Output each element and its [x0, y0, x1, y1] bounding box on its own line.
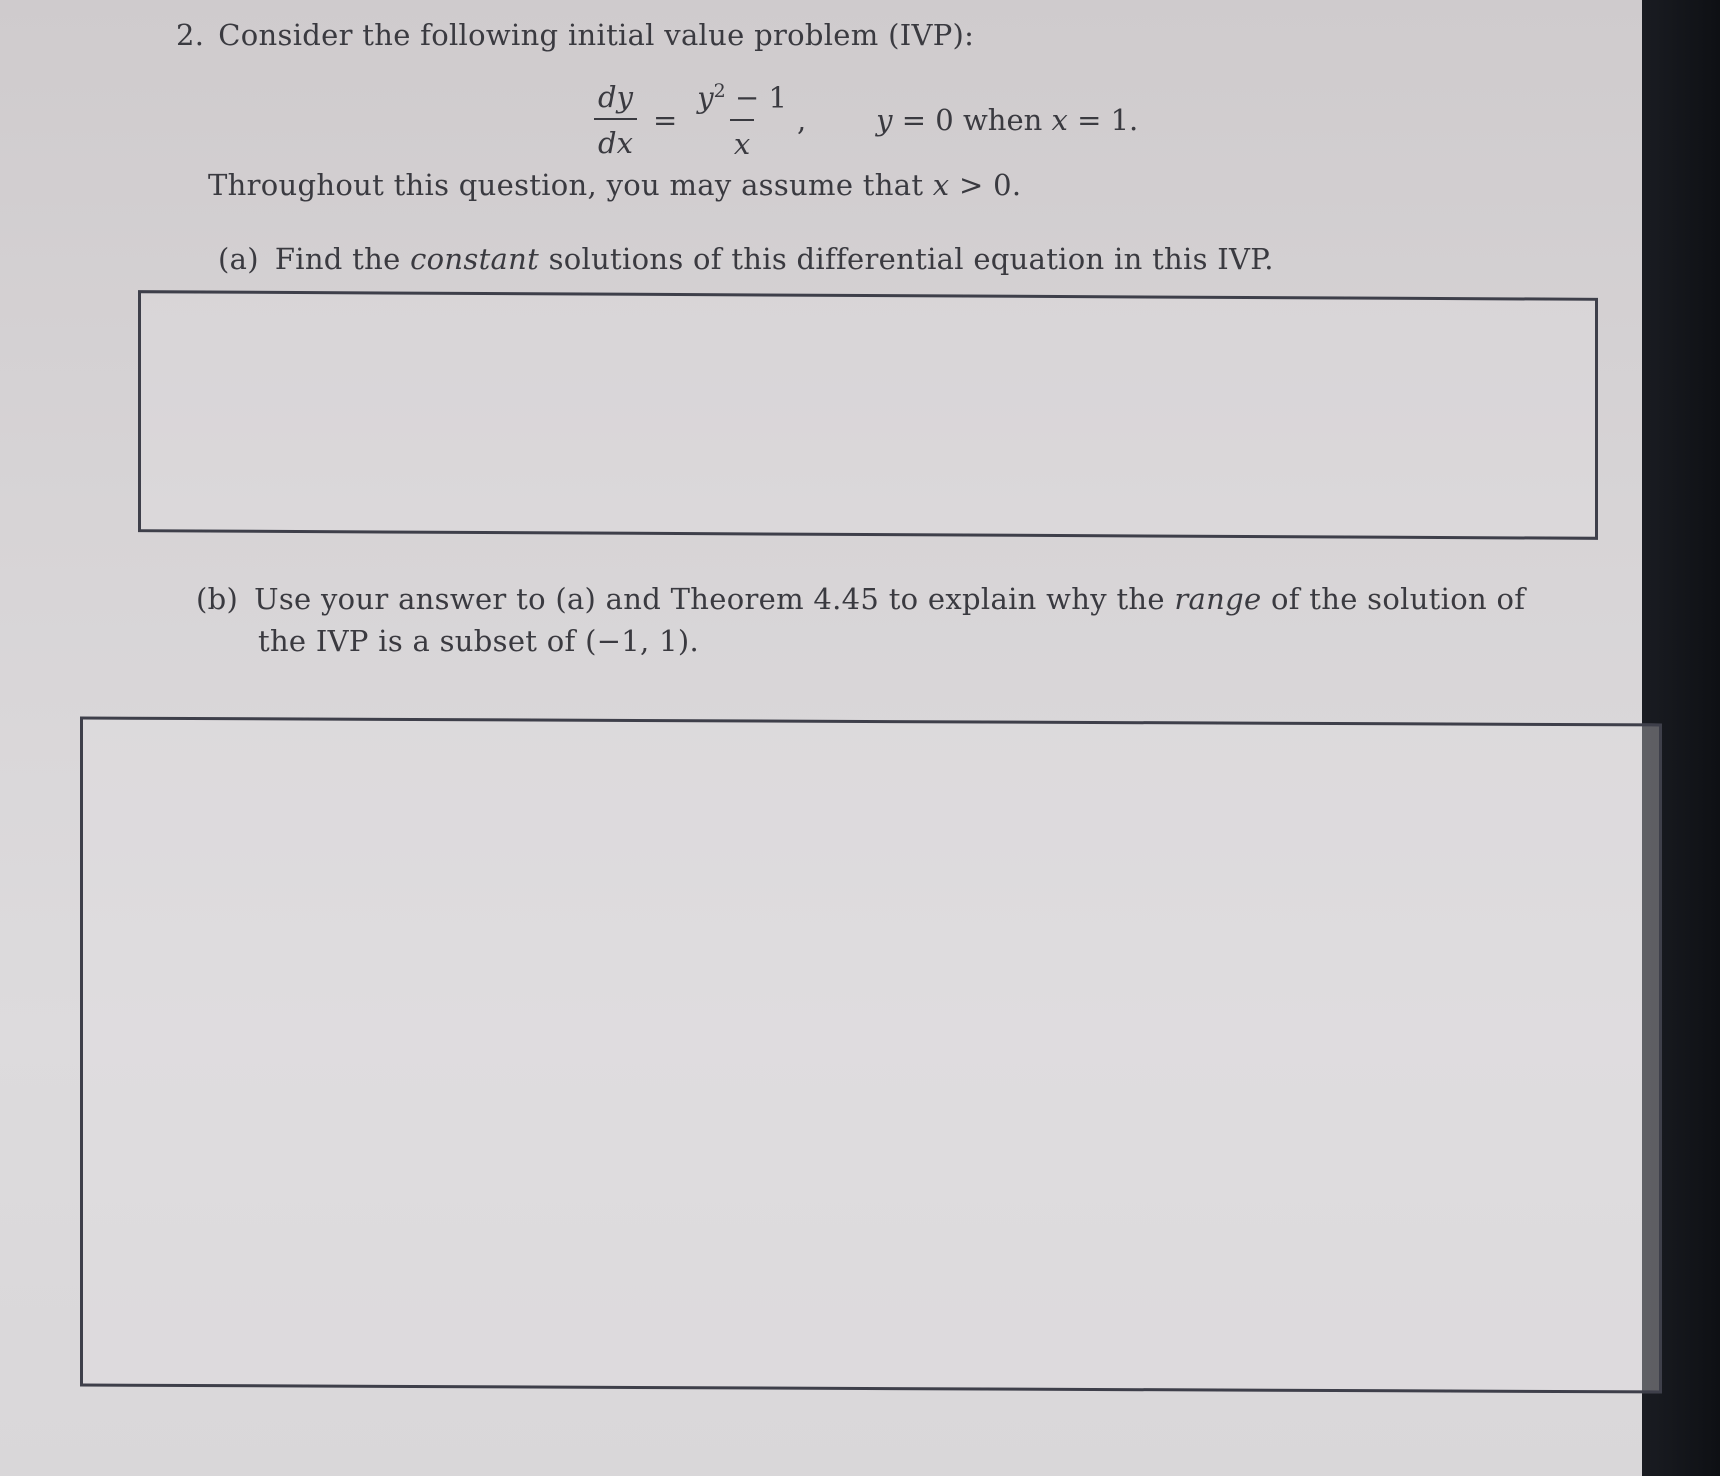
part-a-text-pre: Find the	[274, 242, 411, 276]
ivp-equation	[590, 80, 1138, 161]
ic-y-var: y	[876, 103, 893, 138]
rhs-numerator-exponent: 2	[713, 80, 726, 102]
equals-sign: =	[652, 103, 678, 138]
part-b-line1-em: range	[1174, 582, 1262, 616]
part-b-prompt-line1	[196, 582, 1525, 616]
rhs-denominator: x	[730, 119, 754, 161]
part-a-prompt	[218, 242, 1274, 276]
question-header	[176, 18, 974, 52]
part-b-label: (b)	[196, 582, 239, 616]
part-a-label: (a)	[218, 242, 259, 276]
ic-equals: = 0 when	[892, 103, 1052, 138]
answer-box-a[interactable]	[138, 290, 1598, 540]
ic-x-var: x	[1051, 103, 1068, 138]
rhs-numerator	[693, 80, 791, 119]
assumption-pre: Throughout this question, you may assume that	[208, 168, 933, 202]
lhs-denominator: dx	[594, 118, 637, 160]
ic-rest: = 1.	[1067, 103, 1139, 138]
question-intro: Consider the following initial value problem (IVP):	[218, 18, 975, 52]
equation-comma: ,	[796, 103, 807, 138]
assumption-var: x	[932, 168, 950, 202]
part-b-prompt-line2: the IVP is a subset of (−1, 1).	[258, 624, 699, 658]
lhs-numerator: dy	[598, 80, 633, 115]
assumption-post: > 0.	[949, 168, 1022, 202]
rhs-numerator-rest: − 1	[725, 80, 787, 115]
part-a-text-post: solutions of this differential equation in this IVP.	[539, 242, 1274, 276]
answer-box-b[interactable]	[80, 717, 1662, 1394]
part-b-line1-post: of the solution of	[1261, 582, 1526, 616]
part-a-text-em: constant	[410, 242, 540, 276]
question-number: 2.	[176, 18, 205, 52]
part-b-line1-pre: Use your answer to (a) and Theorem 4.45 to explain why the	[254, 582, 1175, 616]
assumption-text	[208, 168, 1021, 202]
rhs-fraction	[693, 80, 791, 161]
rhs-numerator-base: y	[697, 80, 714, 115]
initial-condition	[876, 103, 1138, 137]
lhs-fraction	[594, 80, 637, 160]
